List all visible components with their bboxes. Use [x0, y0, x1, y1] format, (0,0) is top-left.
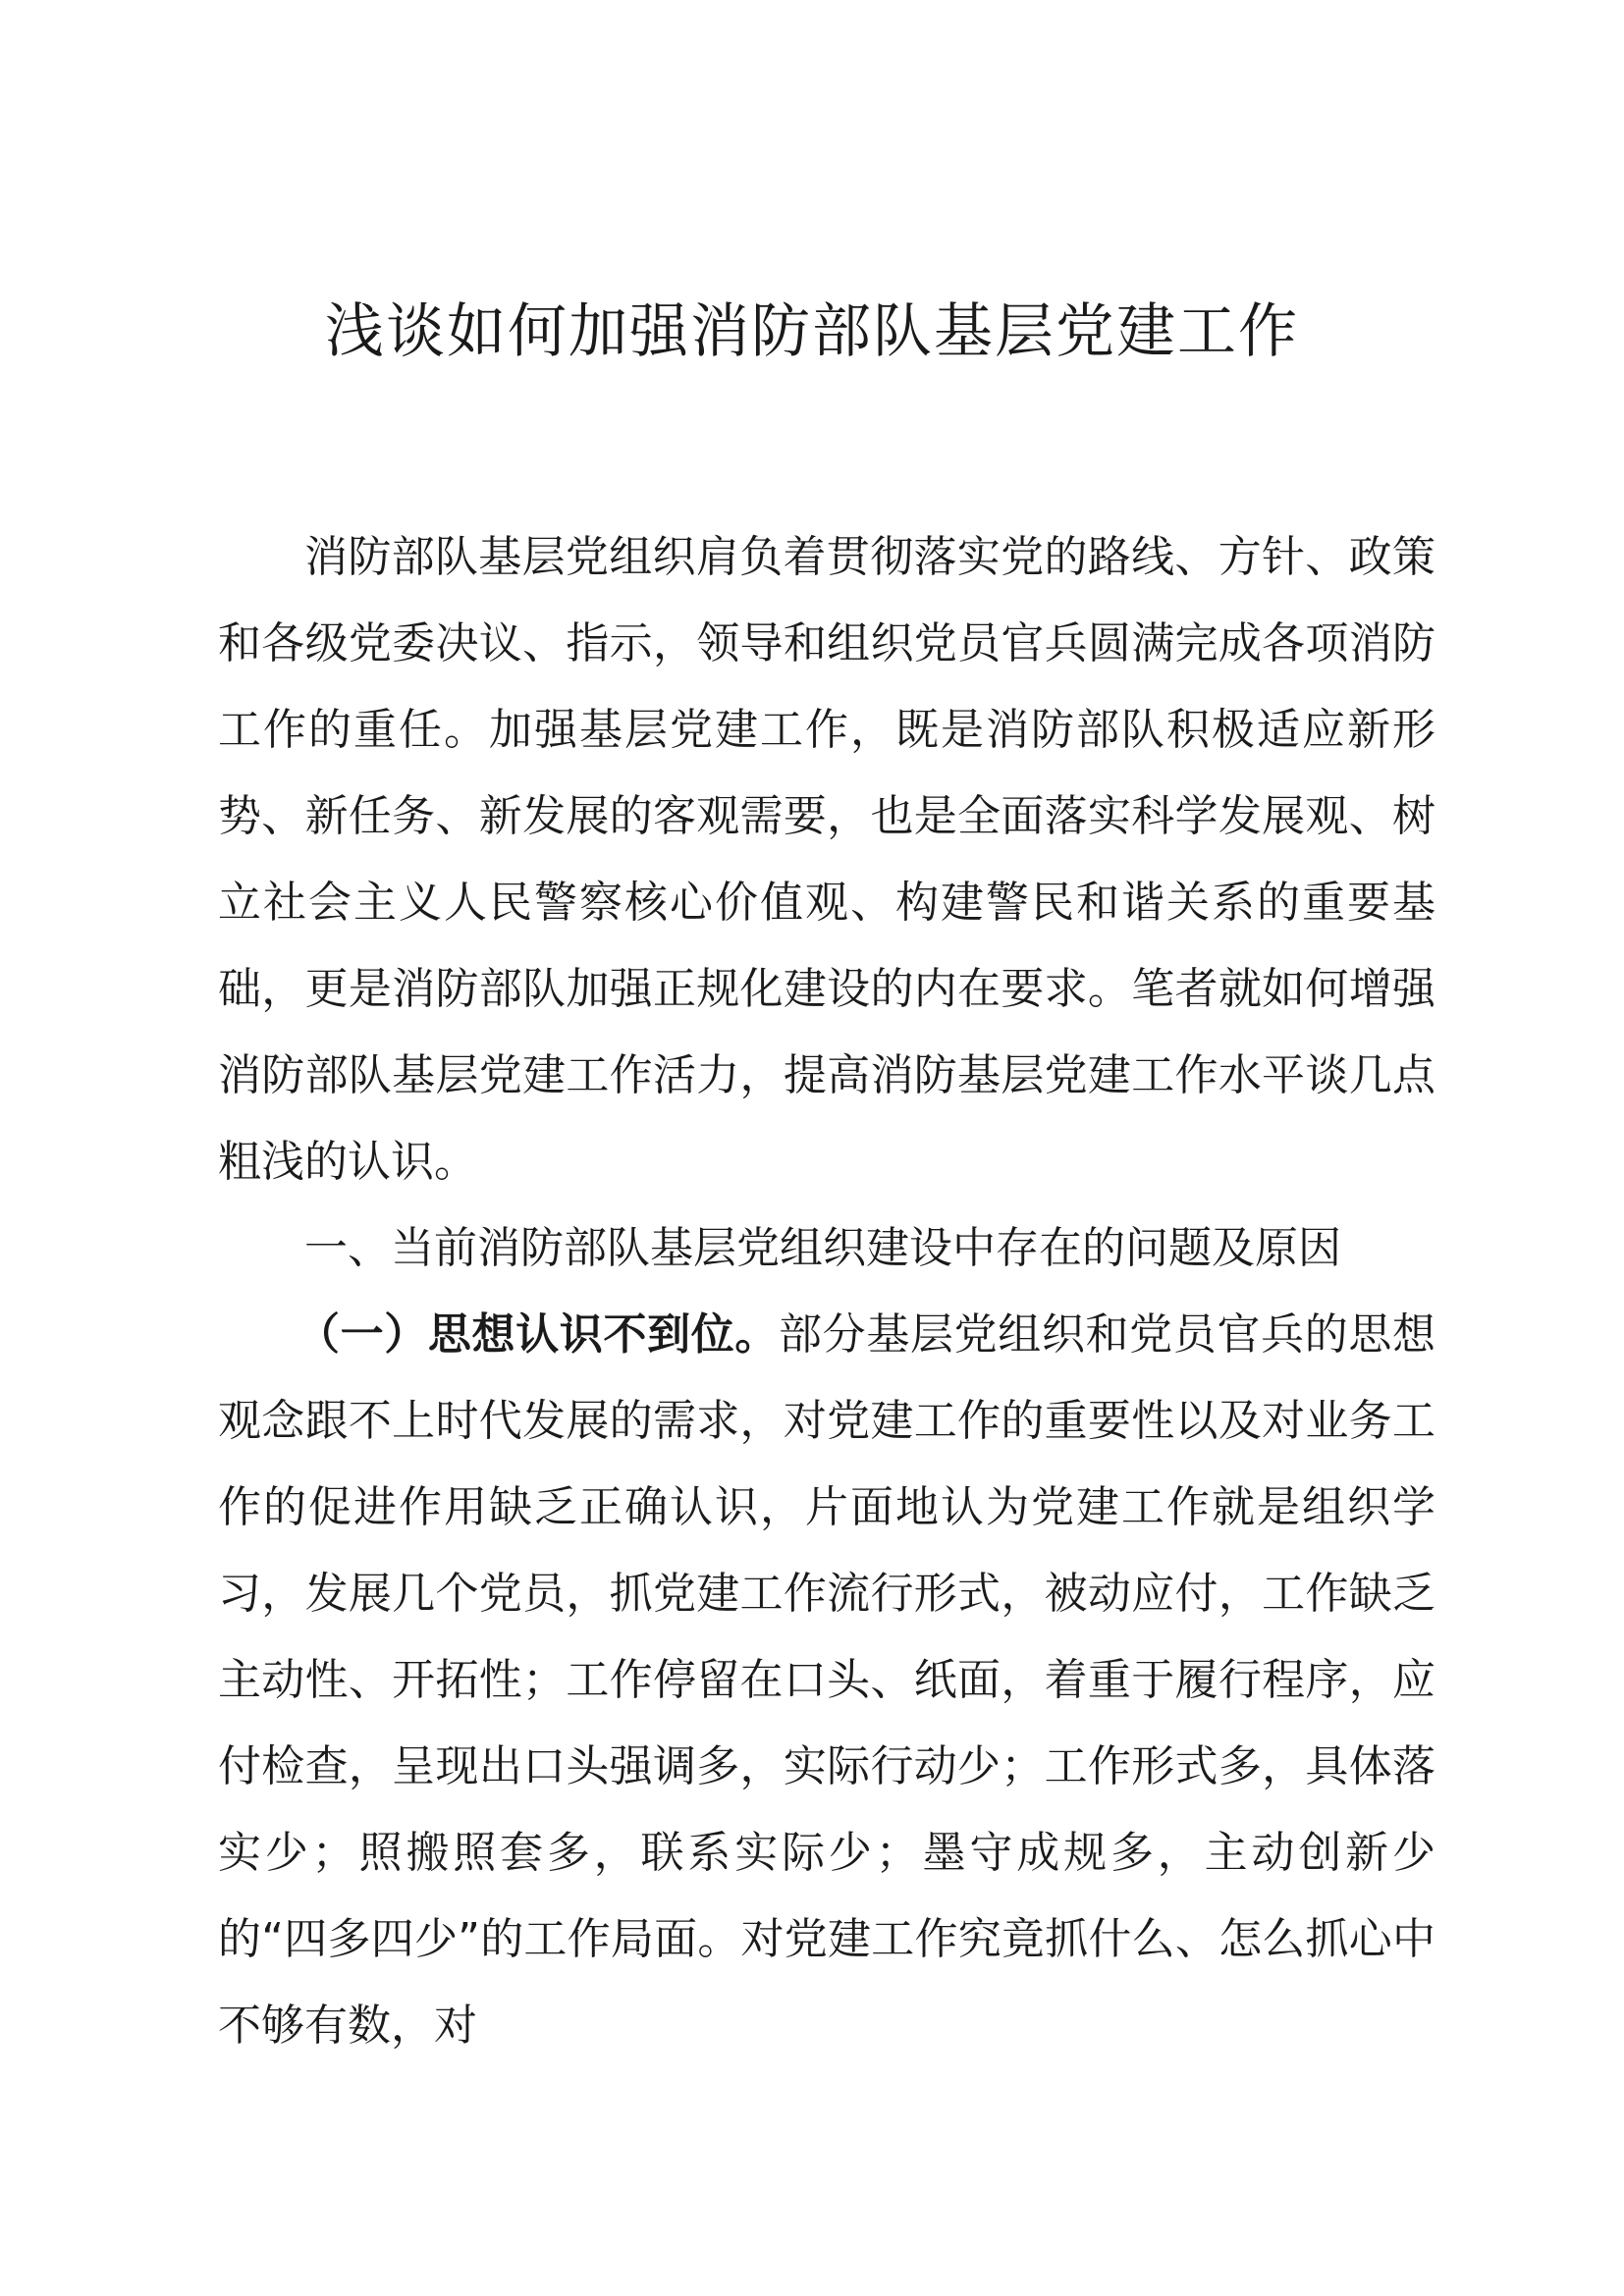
- subsection-paragraph: [218, 1292, 1435, 2069]
- subsection-text: 部分基层党组织和党员官兵的思想观念跟不上时代发展的需求，对党建工作的重要性以及对业务工作的促进作用缺乏正确认识，片面地认为党建工作就是组织学习，发展几个党员，抓党建工作流行形式，被动应付，工作缺乏主动性、开拓性；工作停留在口头、纸面，着重于履行程序，应付检查，呈现出口头强调多，实际行动少；工作形式多，具体落实少；照搬照套多，联系实际少；墨守成规多，主动创新少的“四多四少”的工作局面。对党建工作究竟抓什么、怎么抓心中不够有数，对: [218, 1309, 1436, 2051]
- subsection-lead: （一）思想认识不到位。: [297, 1309, 780, 1360]
- document-title: 浅谈如何加强消防部队基层党建工作: [325, 297, 1299, 366]
- section-heading: 一、当前消防部队基层党组织建设中存在的问题及原因: [304, 1223, 1341, 1273]
- intro-paragraph: 消防部队基层党组织肩负着贯彻落实党的路线、方针、政策和各级党委决议、指示，领导和组织党员官兵圆满完成各项消防工作的重任。加强基层党建工作，既是消防部队积极适应新形势、新任务、新发展的客观需要，也是全面落实科学发展观、树立社会主义人民警察核心价值观、构建警民和谐关系的重要基础，更是消防部队加强正规化建设的内在要求。笔者就如何增强消防部队基层党建工作活力，提高消防基层党建工作水平谈几点粗浅的认识。: [218, 532, 1435, 1187]
